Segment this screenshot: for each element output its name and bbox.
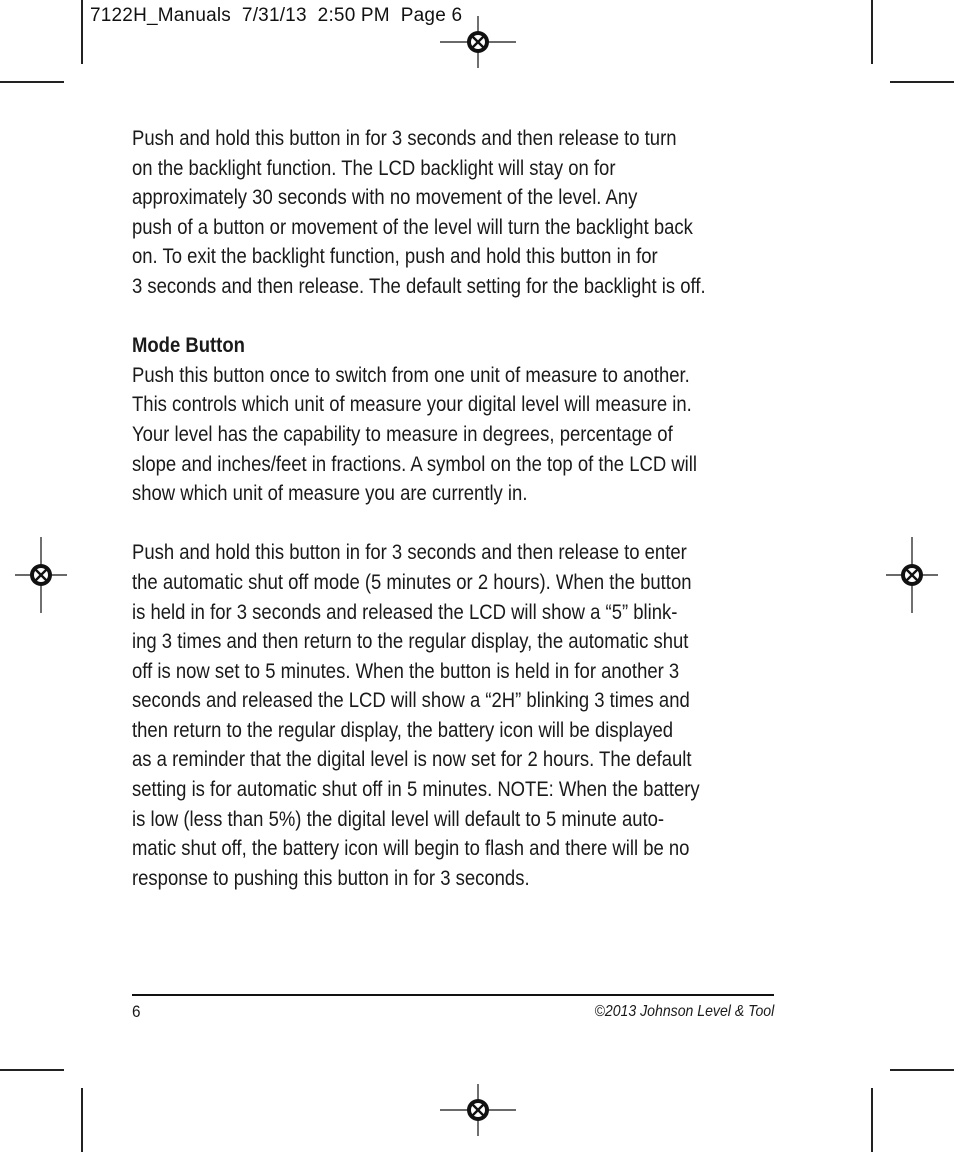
crop-mark-bottom-left-vertical bbox=[81, 1088, 83, 1152]
crop-mark-bottom-right-vertical bbox=[871, 1088, 873, 1152]
registration-mark-bottom-icon bbox=[438, 1070, 518, 1150]
paragraph-spacer bbox=[132, 509, 713, 539]
crop-mark-top-right-horizontal bbox=[890, 81, 954, 83]
printer-slug: 7122H_Manuals 7/31/13 2:50 PM Page 6 bbox=[90, 5, 463, 26]
copyright-notice: ©2013 Johnson Level & Tool bbox=[594, 1003, 774, 1020]
paragraph-spacer bbox=[132, 302, 713, 332]
crop-mark-bottom-right-horizontal bbox=[890, 1069, 954, 1071]
section-heading-mode-button: Mode Button bbox=[132, 334, 245, 358]
page-number: 6 bbox=[132, 1002, 141, 1021]
registration-mark-left-icon bbox=[1, 535, 81, 615]
registration-mark-top-icon bbox=[438, 2, 518, 82]
auto-shutoff-paragraph: Push and hold this button in for 3 seconds and then release to enter the automatic shut off mode (5 minutes or 2 hours). When the button is held in for 3 seconds and released the LCD will show a “5” blink- ing 3 times and then return to the regular display, the automatic shut off is now set to 5 minutes. When the button is held in for another 3 seconds and released the LCD will show a “2H” blinking 3 times and then return to the regular display, the battery icon will be displayed as a reminder that the digital level is now set for 2 hours. The default setting is for automatic shut off in 5 minutes. NOTE: When the battery is low (less than 5%) the digital level will default to 5 minute auto- matic shut off, the battery icon will begin to flash and there will be no response to pushing this button in for 3 seconds. bbox=[132, 541, 700, 890]
crop-mark-top-left-vertical bbox=[81, 0, 83, 64]
registration-mark-right-icon bbox=[872, 535, 952, 615]
mode-button-paragraph: Push this button once to switch from one unit of measure to another. This controls which unit of measure your digital level will measure in. Your level has the capability to measure in degrees, percentage of slope and inches/feet in fractions. A symbol on the top of the LCD will show which unit of measure you are currently in. bbox=[132, 363, 697, 506]
crop-mark-bottom-left-horizontal bbox=[0, 1069, 64, 1071]
crop-mark-top-left-horizontal bbox=[0, 81, 64, 83]
backlight-paragraph: Push and hold this button in for 3 seconds and then release to turn on the backlight function. The LCD backlight will stay on for approximately 30 seconds with no movement of the level. Any push of a button or movement of the level will turn the backlight back on. To exit the backlight function, push and hold this button in for 3 seconds and then release. The default setting for the backlight is off. bbox=[132, 127, 706, 298]
manual-body bbox=[132, 124, 713, 893]
crop-mark-top-right-vertical bbox=[871, 0, 873, 64]
footer-rule bbox=[132, 994, 774, 996]
